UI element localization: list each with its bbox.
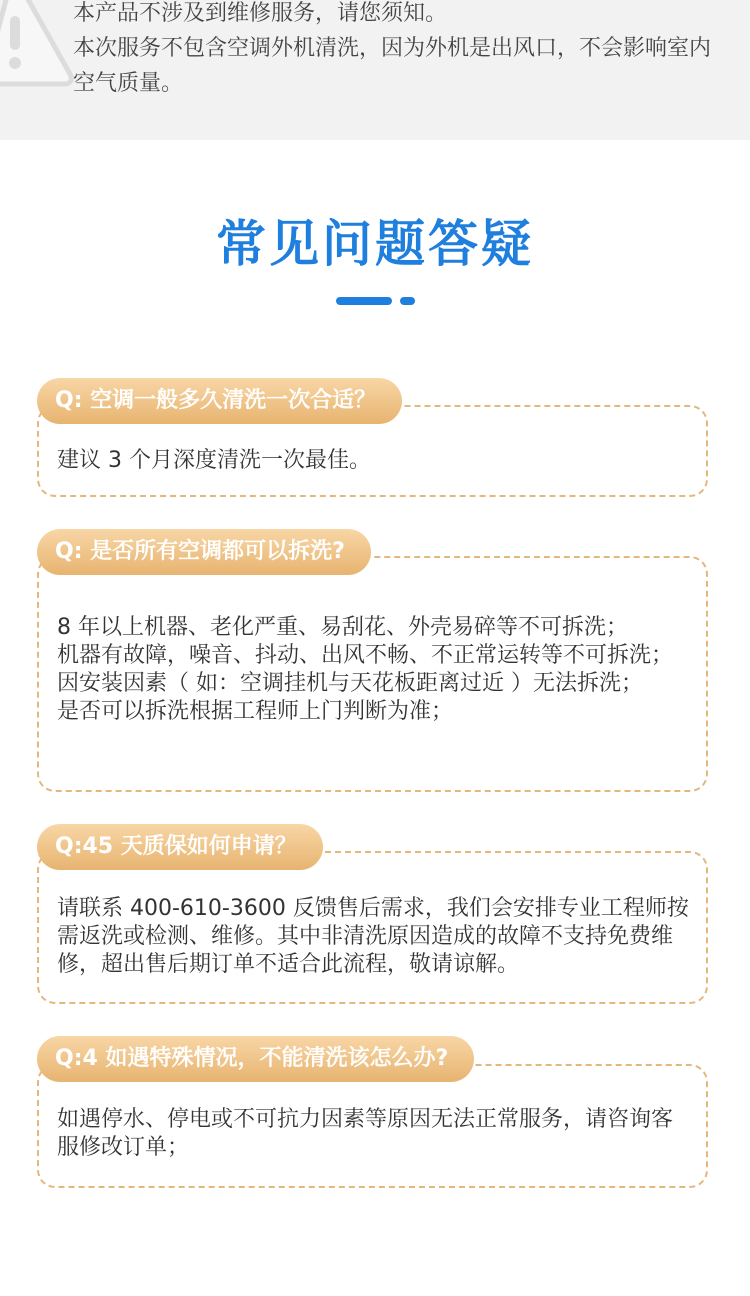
faq-answer-1: 建议 3 个月深度清洗一次最佳。 (57, 448, 371, 473)
faq-answer-box-3 (37, 851, 708, 1004)
faq-answer-box-4 (37, 1064, 708, 1188)
faq-answer-4: 如遇停水、停电或不可抗力因素等原因无法正常服务，请咨询客服修改订单； (57, 1107, 674, 1160)
notice-text (73, 0, 723, 101)
faq-question-4: Q:4 如遇特殊情况，不能清洗该怎么办? (37, 1036, 474, 1082)
faq-title: 常见问题答疑 (216, 215, 534, 273)
faq-answer-2: 8 年以上机器、老化严重、易刮花、外壳易碎等不可拆洗； 机器有故障，噪音、抖动、出风不畅、不正常运转等不可拆洗； 因安装因素（ 如：空调挂机与天花板距离过近 ）无法拆洗； 是否可以拆洗根据工程师上门判断为准； (57, 615, 674, 724)
faq-question-2: Q: 是否所有空调都可以拆洗? (37, 529, 371, 575)
notice-line-1: 本产品不涉及到维修服务，请您须知。 (73, 1, 448, 26)
faq-answer-box-2 (37, 556, 708, 792)
notice-section (0, 0, 750, 140)
warning-triangle-icon (0, 0, 78, 100)
notice-line-2: 本次服务不包含空调外机清洗，因为外机是出风口，不会影响室内空气质量。 (73, 36, 712, 96)
faq-question-3: Q:45 天质保如何申请？ (37, 824, 323, 870)
title-underline-long (336, 297, 392, 305)
faq-answer-3: 请联系 400-610-3600 反馈售后需求，我们会安排专业工程师按需返洗或检测、维修。其中非清洗原因造成的故障不支持免费维修，超出售后期订单不适合此流程，敬请谅解。 (57, 896, 689, 977)
faq-question-1: Q: 空调一般多久清洗一次合适？ (37, 378, 402, 424)
title-underline-short (400, 297, 415, 305)
